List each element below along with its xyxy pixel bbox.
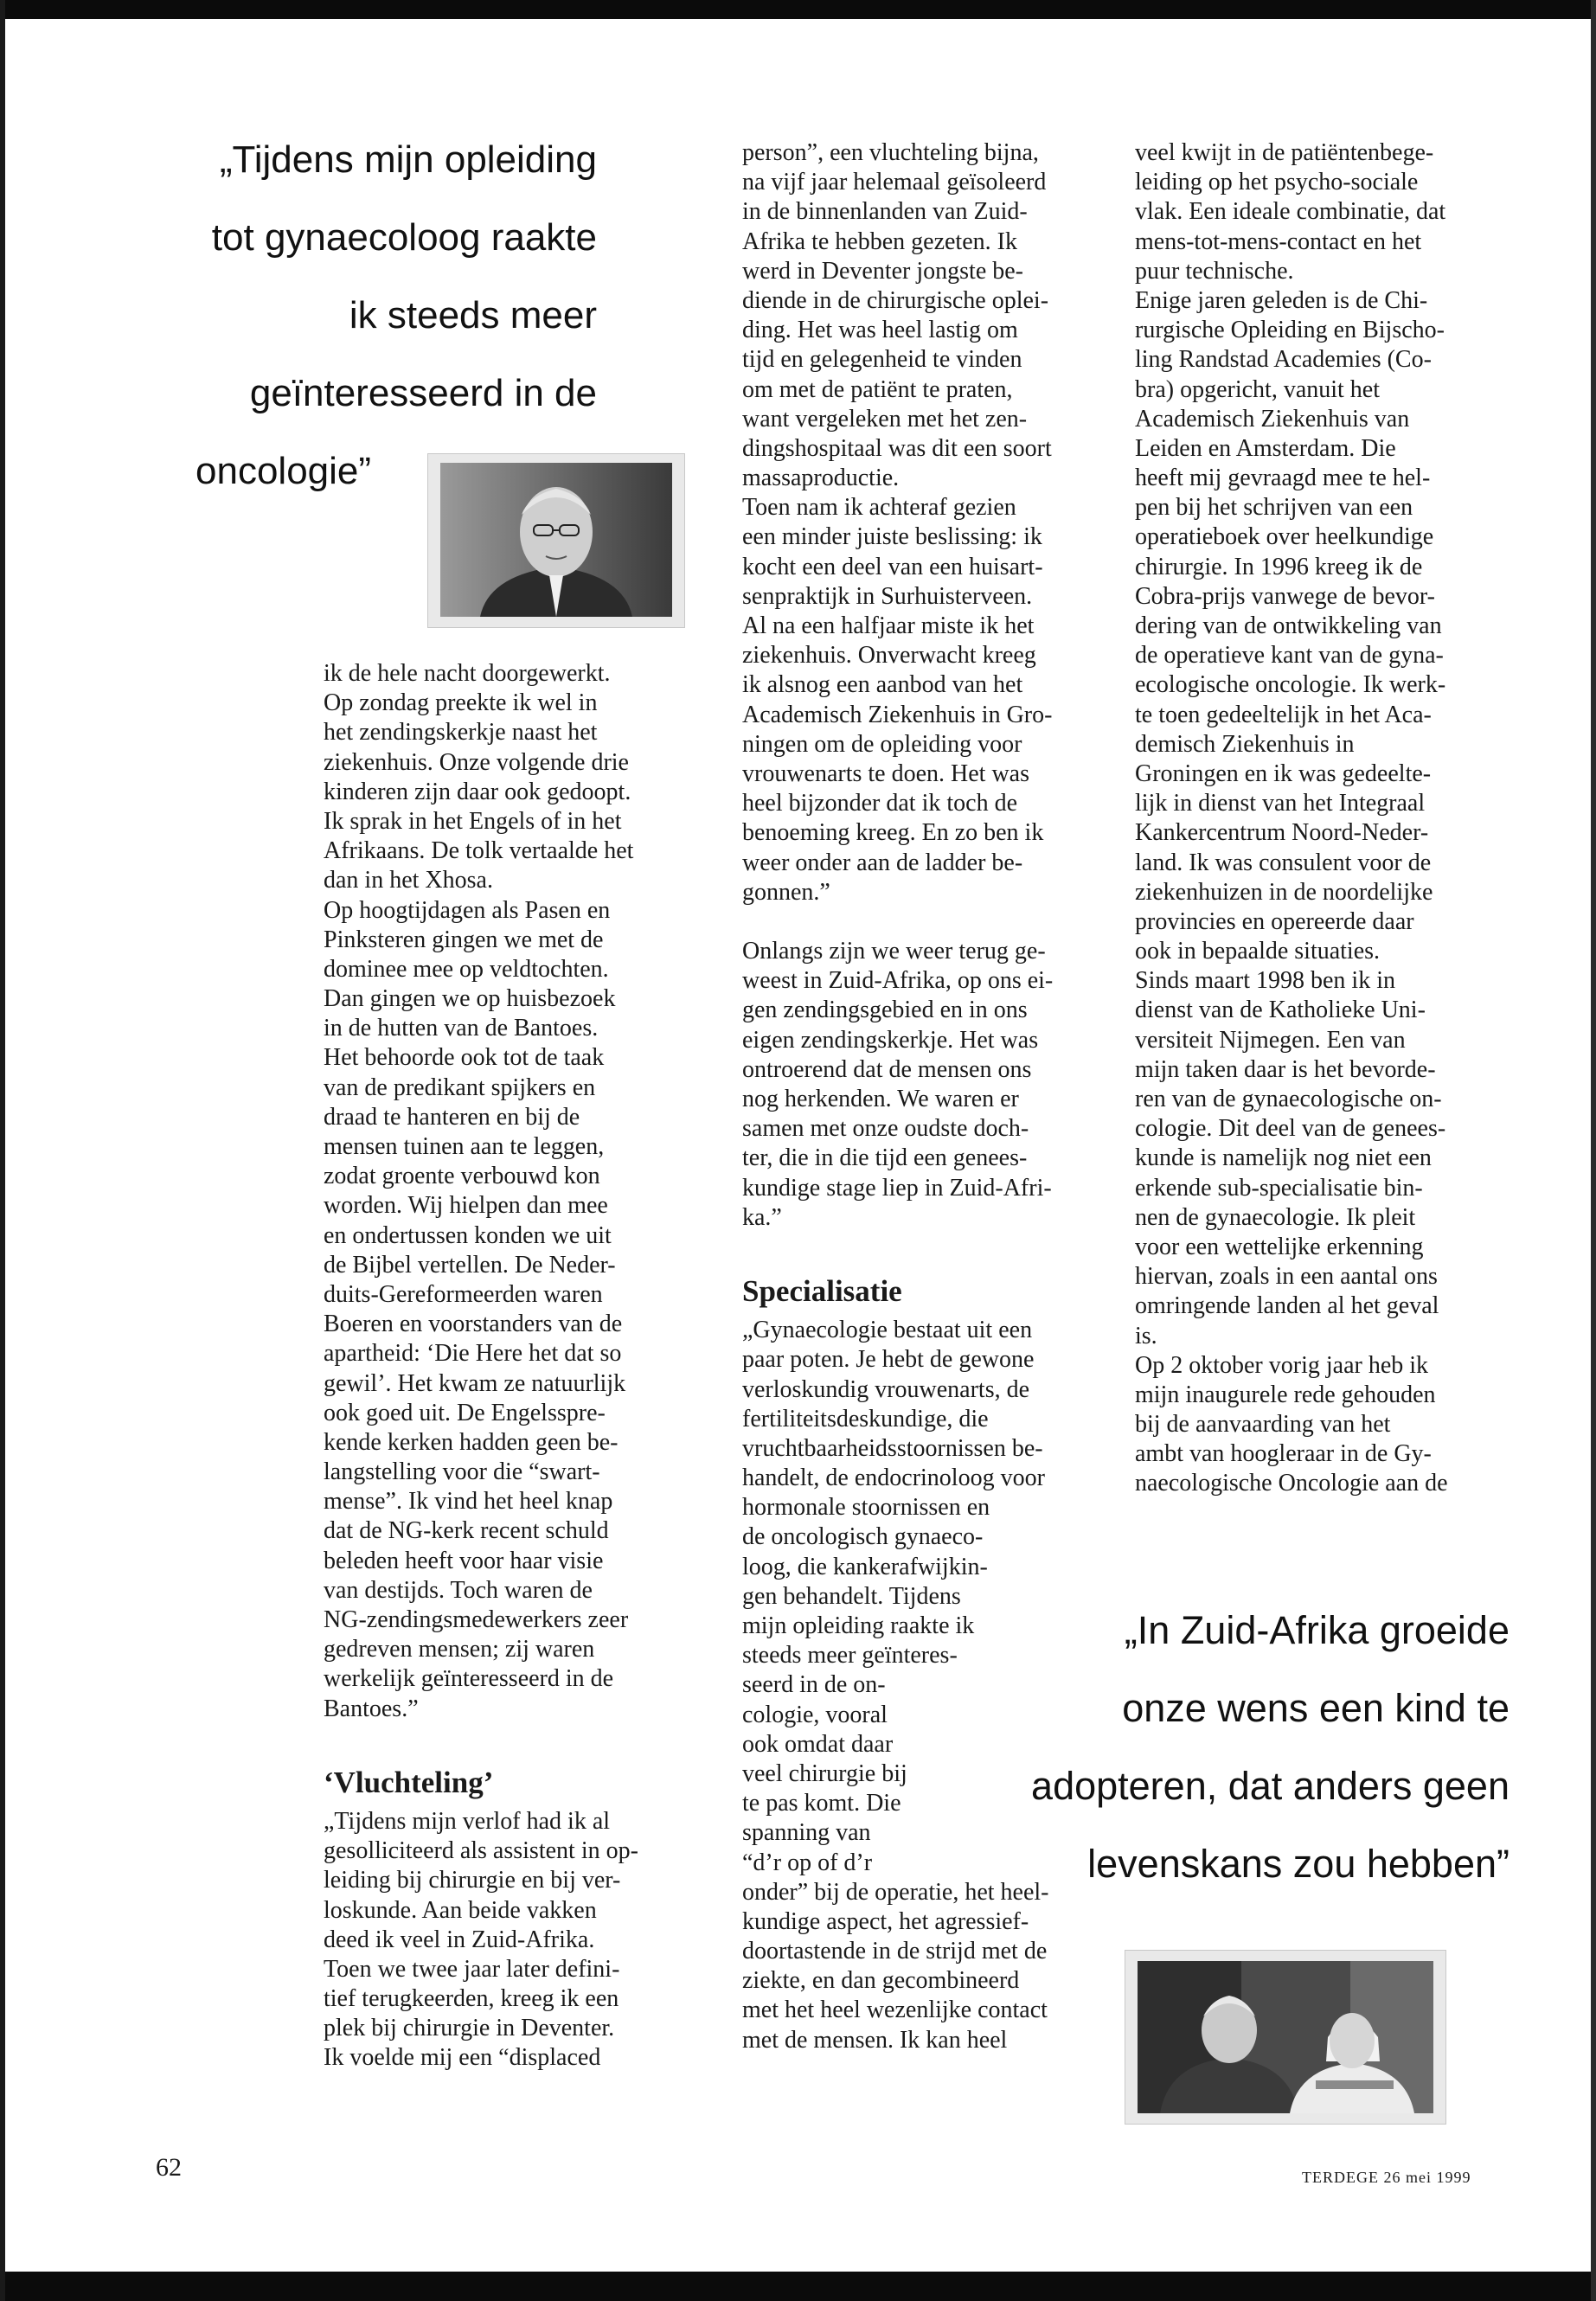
pull-quote-2-line: onze wens een kind te: [1122, 1686, 1509, 1730]
text-line: puur technische.: [1135, 257, 1294, 285]
section-heading-vluchteling: ‘Vluchteling’: [324, 1765, 494, 1799]
text-line: operatieboek over heelkundige: [1135, 523, 1434, 551]
text-line: massaproductie.: [742, 465, 900, 492]
text-line: “d’r op of d’r: [742, 1849, 873, 1876]
pull-quote-2: [934, 1592, 1509, 1903]
text-line: pen bij het schrijven van een: [1135, 494, 1413, 522]
text-line: ecologische oncologie. Ik werk-: [1135, 671, 1446, 699]
text-line: nen de gynaecologie. Ik pleit: [1135, 1203, 1416, 1231]
pull-quote-1: [0, 121, 597, 510]
text-line: gedreven mensen; zij waren: [324, 1636, 595, 1663]
text-line: benoeming kreeg. En zo ben ik: [742, 819, 1044, 847]
text-line: tijd en gelegenheid te vinden: [742, 346, 1022, 374]
text-line: Sinds maart 1998 ben ik in: [1135, 967, 1395, 995]
couple-photo: [1125, 1950, 1446, 2125]
text-line: Al na een halfjaar miste ik het: [742, 612, 1035, 639]
text-line: Enige jaren geleden is de Chi-: [1135, 286, 1428, 314]
text-line: chirurgie. In 1996 kreeg ik de: [1135, 553, 1423, 580]
text-line: kunde is namelijk nog niet een: [1135, 1144, 1432, 1172]
text-line: ter, die in die tijd een genees-: [742, 1144, 1028, 1172]
text-line: gesolliciteerd als assistent in op-: [324, 1837, 638, 1865]
text-line: ding. Het was heel lastig om: [742, 317, 1018, 344]
text-line: te pas komt. Die: [742, 1790, 901, 1817]
pull-quote-1-line: „Tijdens mijn opleiding: [219, 138, 597, 181]
pull-quote-2-line: adopteren, dat anders geen: [1031, 1764, 1509, 1808]
portrait-image: [428, 454, 684, 627]
text-line: langstelling voor die “swart-: [324, 1458, 600, 1486]
text-line: Academisch Ziekenhuis in Gro-: [742, 701, 1053, 728]
text-line: person”, een vluchteling bijna,: [742, 139, 1039, 166]
text-line: loskunde. Aan beide vakken: [324, 1896, 597, 1924]
pull-quote-2-line: „In Zuid-Afrika groeide: [1124, 1608, 1509, 1652]
text-line: mijn taken daar is het bevorde-: [1135, 1055, 1436, 1083]
text-line: leiding bij chirurgie en bij ver-: [324, 1867, 621, 1894]
text-line: ziekenhuis. Onverwacht kreeg: [742, 642, 1036, 670]
text-line: cologie, vooral: [742, 1701, 888, 1728]
text-line: mens-tot-mens-contact en het: [1135, 228, 1422, 255]
text-line: fertiliteitsdeskundige, die: [742, 1405, 989, 1433]
text-line: ren van de gynaecologische on-: [1135, 1086, 1442, 1112]
text-line: Toen we twee jaar later defini-: [324, 1955, 620, 1983]
text-line: de Bijbel vertellen. De Neder-: [324, 1251, 616, 1279]
text-line: ziekenhuis. Onze volgende drie: [324, 748, 629, 776]
text-line: vlak. Een ideale combinatie, dat: [1135, 198, 1446, 226]
text-line: ook in bepaalde situaties.: [1135, 938, 1381, 965]
text-line: cologie. Dit deel van de genees-: [1135, 1115, 1446, 1143]
scan-border-right: [1591, 0, 1596, 2301]
text-line: diende in de chirurgische oplei-: [742, 286, 1049, 314]
text-line: ook goed uit. De Engelsspre-: [324, 1399, 606, 1426]
text-line: Onlangs zijn we weer terug ge-: [742, 938, 1046, 965]
text-line: „Gynaecologie bestaat uit een: [742, 1317, 1033, 1344]
text-line: deed ik veel in Zuid-Afrika.: [324, 1926, 595, 1953]
text-line: naecologische Oncologie aan de: [1135, 1470, 1448, 1497]
text-line: plek bij chirurgie in Deventer.: [324, 2015, 615, 2042]
text-line: weer onder aan de ladder be-: [742, 849, 1023, 876]
text-line: verloskundig vrouwenarts, de: [742, 1375, 1030, 1403]
text-line: doortastende in de strijd met de: [742, 1938, 1048, 1965]
text-line: weest in Zuid-Afrika, op ons ei-: [742, 967, 1054, 995]
text-line: dienst van de Katholieke Uni-: [1135, 997, 1426, 1024]
text-line: werkelijk geïnteresseerd in de: [324, 1665, 614, 1693]
text-line: draad te hanteren en bij de: [324, 1103, 580, 1131]
text-line: bra) opgericht, vanuit het: [1135, 375, 1381, 403]
text-line: seerd in de on-: [742, 1671, 886, 1699]
text-line: gonnen.”: [742, 878, 830, 906]
text-line: dat de NG-kerk recent schuld: [324, 1517, 609, 1545]
text-line: samen met onze oudste doch-: [742, 1115, 1029, 1143]
text-line: „Tijdens mijn verlof had ik al: [324, 1807, 611, 1835]
text-line: kundige aspect, het agressief-: [742, 1907, 1029, 1935]
text-line: veel chirurgie bij: [742, 1759, 907, 1787]
text-line: loog, die kankerafwijkin-: [742, 1553, 988, 1580]
pull-quote-1-line: geïnteresseerd in de: [249, 372, 597, 414]
text-line: dan in het Xhosa.: [324, 867, 493, 894]
text-line: omringende landen al het geval: [1135, 1292, 1439, 1320]
text-line: eigen zendingskerkje. Het was: [742, 1026, 1039, 1054]
pull-quote-1-line: tot gynaecoloog raakte: [211, 216, 597, 259]
section-heading-specialisatie: Specialisatie: [742, 1274, 902, 1309]
text-line: van destijds. Toch waren de: [324, 1576, 593, 1604]
text-line: en ondertussen konden we uit: [324, 1221, 612, 1249]
text-line: ambt van hoogleraar in de Gy-: [1135, 1440, 1432, 1468]
text-line: heeft mij gevraagd mee te hel-: [1135, 465, 1431, 492]
text-line: ook omdat daar: [742, 1730, 894, 1758]
text-line: kende kerken hadden geen be-: [324, 1428, 619, 1456]
text-line: een minder juiste beslissing: ik: [742, 523, 1042, 551]
text-line: demisch Ziekenhuis in: [1135, 730, 1355, 758]
text-line: worden. Wij hielpen dan mee: [324, 1192, 608, 1220]
text-line: dingshospitaal was dit een soort: [742, 434, 1052, 462]
text-line: kinderen zijn daar ook gedoopt.: [324, 778, 631, 805]
text-line: Boeren en voorstanders van de: [324, 1311, 623, 1338]
text-line: veel kwijt in de patiëntenbege-: [1135, 139, 1434, 166]
text-line: de oncologisch gynaeco-: [742, 1523, 984, 1551]
text-line: senpraktijk in Surhuisterveen.: [742, 582, 1033, 610]
text-line: hormonale stoornissen en: [742, 1494, 990, 1522]
text-line: Academisch Ziekenhuis van: [1135, 405, 1410, 433]
text-line: steeds meer geïnteres-: [742, 1642, 958, 1670]
text-line: Op 2 oktober vorig jaar heb ik: [1135, 1351, 1429, 1379]
pull-quote-1-line: ik steeds meer: [349, 294, 597, 336]
text-line: kocht een deel van een huisart-: [742, 553, 1043, 580]
text-line: ik alsnog een aanbod van het: [742, 671, 1023, 699]
text-line: Ik sprak in het Engels of in het: [324, 807, 622, 835]
text-line: na vijf jaar helemaal geïsoleerd: [742, 169, 1047, 196]
text-line: mensen tuinen aan te leggen,: [324, 1133, 605, 1160]
text-line: erkende sub-specialisatie bin-: [1135, 1174, 1423, 1202]
text-line: gewil’. Het kwam ze natuurlijk: [324, 1369, 626, 1397]
text-line: ziekenhuizen in de noordelijke: [1135, 878, 1433, 906]
article-column-1: [324, 659, 713, 2073]
text-line: tief terugkeerden, kreeg ik een: [324, 1985, 619, 2013]
text-line: Toen nam ik achteraf gezien: [742, 494, 1016, 522]
text-line: vruchtbaarheidsstoornissen be-: [742, 1434, 1043, 1462]
text-line: mijn inaugurele rede gehouden: [1135, 1381, 1436, 1408]
text-line: Op hoogtijdagen als Pasen en: [324, 896, 611, 924]
text-line: paar poten. Je hebt de gewone: [742, 1346, 1035, 1374]
text-line: kundige stage liep in Zuid-Afri-: [742, 1174, 1052, 1202]
scan-border-top: [0, 0, 1596, 19]
text-line: hiervan, zoals in een aantal ons: [1135, 1263, 1438, 1291]
text-line: de operatieve kant van de gyna-: [1135, 642, 1444, 670]
text-line: heel bijzonder dat ik toch de: [742, 790, 1017, 817]
page-number: 62: [156, 2153, 182, 2182]
text-line: werd in Deventer jongste be-: [742, 257, 1023, 285]
text-line: Dan gingen we op huisbezoek: [324, 985, 616, 1013]
text-line: ik de hele nacht doorgewerkt.: [324, 660, 611, 687]
text-line: te toen gedeeltelijk in het Aca-: [1135, 701, 1432, 728]
pull-quote-1-line: oncologie”: [195, 450, 372, 492]
text-line: gen behandelt. Tijdens: [742, 1582, 961, 1610]
text-line: NG-zendingsmedewerkers zeer: [324, 1606, 629, 1633]
text-line: dominee mee op veldtochten.: [324, 955, 609, 983]
text-line: spanning van: [742, 1819, 871, 1847]
text-line: gen zendingsgebied en in ons: [742, 997, 1028, 1024]
text-line: met de mensen. Ik kan heel: [742, 2026, 1008, 2054]
text-line: versiteit Nijmegen. Een van: [1135, 1026, 1406, 1054]
text-line: handelt, de endocrinoloog voor: [742, 1465, 1045, 1492]
text-line: Kankercentrum Noord-Neder-: [1135, 819, 1429, 847]
text-line: duits-Gereformeerden waren: [324, 1280, 603, 1308]
text-line: ningen om de opleiding voor: [742, 730, 1022, 758]
text-line: Leiden en Amsterdam. Die: [1135, 434, 1396, 462]
text-line: in de hutten van de Bantoes.: [324, 1015, 599, 1042]
text-line: ontroerend dat de mensen ons: [742, 1055, 1032, 1083]
text-line: Ik voelde mij een “displaced: [324, 2044, 601, 2072]
article-column-3: [1135, 138, 1542, 1499]
text-line: met het heel wezenlijke contact: [742, 1997, 1048, 2024]
text-line: ziekte, en dan gecombineerd: [742, 1967, 1020, 1995]
text-line: Afrika te hebben gezeten. Ik: [742, 228, 1017, 255]
text-line: leiding op het psycho-sociale: [1135, 169, 1419, 196]
text-line: mijn opleiding raakte ik: [742, 1612, 975, 1639]
text-line: van de predikant spijkers en: [324, 1074, 596, 1101]
text-line: Het behoorde ook tot de taak: [324, 1044, 605, 1072]
text-line: rurgische Opleiding en Bijscho-: [1135, 317, 1445, 344]
scan-border-bottom: [0, 2272, 1596, 2301]
text-line: Pinksteren gingen we met de: [324, 926, 604, 953]
text-line: bij de aanvaarding van het: [1135, 1411, 1391, 1439]
text-line: want vergeleken met het zen-: [742, 405, 1028, 433]
text-line: het zendingskerkje naast het: [324, 719, 598, 747]
text-line: Groningen en ik was gedeelte-: [1135, 760, 1432, 787]
portrait-photo: [427, 453, 685, 628]
text-line: mense”. Ik vind het heel knap: [324, 1488, 613, 1516]
text-line: Cobra-prijs vanwege de bevor-: [1135, 582, 1435, 610]
text-line: in de binnenlanden van Zuid-: [742, 198, 1028, 226]
text-line: beleden heeft voor haar visie: [324, 1547, 604, 1574]
text-line: om met de patiënt te praten,: [742, 375, 1013, 403]
text-line: Bantoes.”: [324, 1695, 419, 1722]
text-line: provincies en opereerde daar: [1135, 907, 1414, 935]
text-line: land. Ik was consulent voor de: [1135, 849, 1432, 876]
text-line: ka.”: [742, 1203, 782, 1231]
text-line: lijk in dienst van het Integraal: [1135, 790, 1426, 817]
text-line: ling Randstad Academies (Co-: [1135, 346, 1432, 374]
text-line: zodat groente verbouwd kon: [324, 1163, 600, 1190]
text-line: vrouwenarts te doen. Het was: [742, 760, 1030, 787]
text-line: Afrikaans. De tolk vertaalde het: [324, 837, 634, 865]
text-line: voor een wettelijke erkenning: [1135, 1233, 1424, 1260]
footer-publication: TERDEGE 26 mei 1999: [1302, 2169, 1471, 2186]
text-line: nog herkenden. We waren er: [742, 1086, 1019, 1112]
pull-quote-2-line: levenskans zou hebben”: [1087, 1842, 1509, 1886]
text-line: apartheid: ‘Die Here het dat so: [324, 1340, 622, 1368]
text-line: dering van de ontwikkeling van: [1135, 612, 1442, 639]
text-line: is.: [1135, 1322, 1157, 1349]
couple-image: [1125, 1951, 1445, 2124]
text-line: Op zondag preekte ik wel in: [324, 689, 598, 717]
text-line: onder” bij de operatie, het heel-: [742, 1878, 1049, 1906]
